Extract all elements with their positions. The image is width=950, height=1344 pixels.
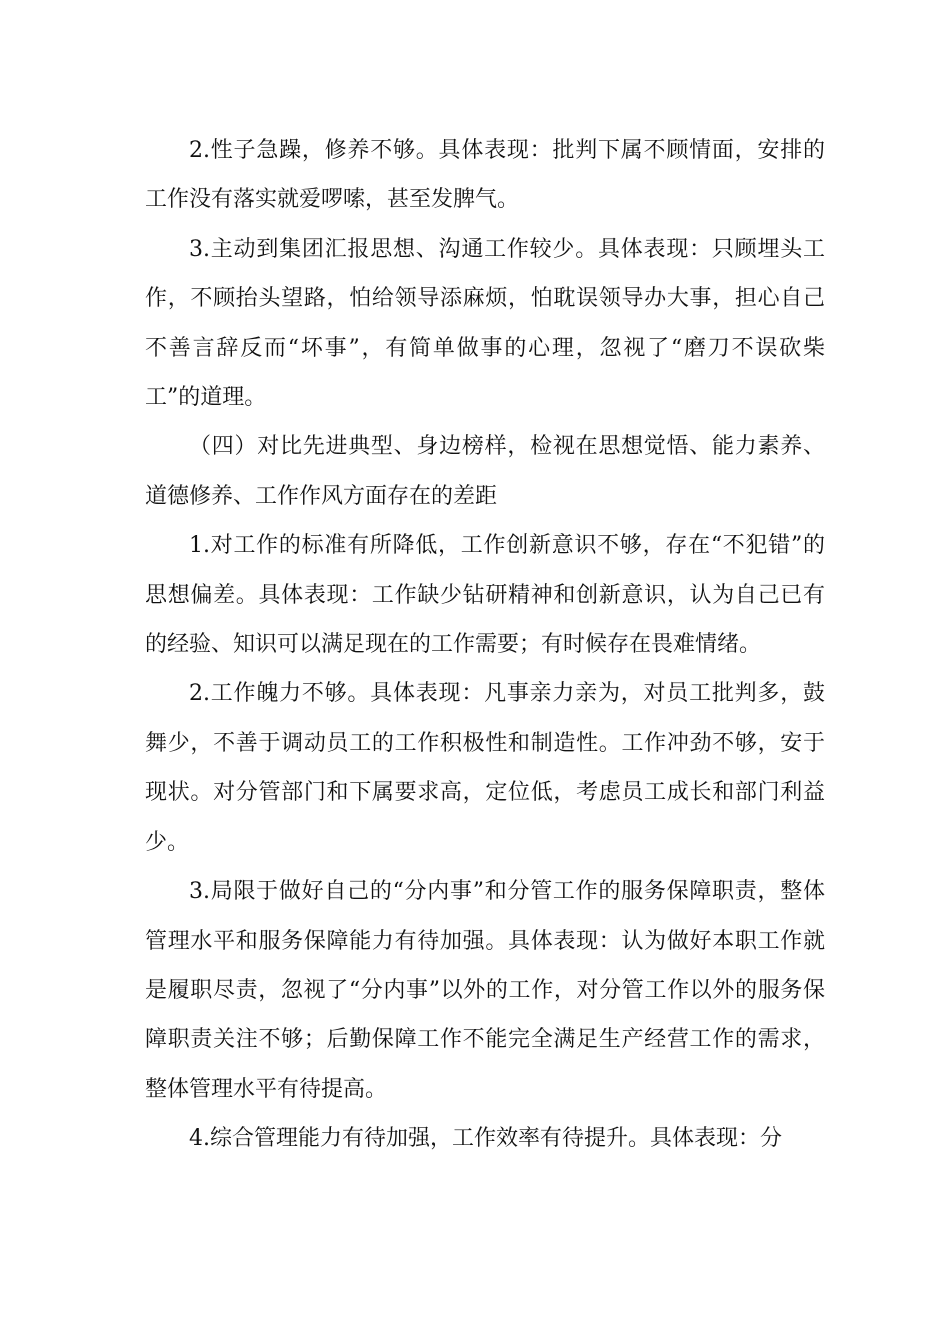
paragraph-reporting: 3.主动到集团汇报思想、沟通工作较少。具体表现：只顾埋头工作，不顾抬头望路，怕给领导添麻烦，怕耽误领导办大事，担心自己不善言辞反而“坏事”，有简单做事的心理，忽视了“磨刀不误砍柴工”的道理。 bbox=[145, 236, 825, 411]
document-body bbox=[145, 126, 825, 1164]
paragraph-management: 4.综合管理能力有待加强，工作效率有待提升。具体表现：分 bbox=[189, 1126, 782, 1152]
paragraph-temper: 2.性子急躁，修养不够。具体表现：批判下属不顾情面，安排的工作没有落实就爱啰嗦，甚至发脾气。 bbox=[145, 138, 825, 213]
section-heading-four: （四）对比先进典型、身边榜样，检视在思想觉悟、能力素养、道德修养、工作作风方面存在的差距 bbox=[145, 434, 825, 509]
paragraph-work-drive: 2.工作魄力不够。具体表现：凡事亲力亲为，对员工批判多，鼓舞少，不善于调动员工的工作积极性和制造性。工作冲劲不够，安于现状。对分管部门和下属要求高，定位低，考虑员工成长和部门利益少。 bbox=[145, 681, 825, 855]
paragraph-duty-scope: 3.局限于做好自己的“分内事”和分管工作的服务保障职责，整体管理水平和服务保障能力有待加强。具体表现：认为做好本职工作就是履职尽责，忽视了“分内事”以外的工作，对分管工作以外的服务保障职责关注不够；后勤保障工作不能完全满足生产经营工作的需求，整体管理水平有待提高。 bbox=[145, 879, 825, 1102]
paragraph-work-standard: 1.对工作的标准有所降低，工作创新意识不够，存在“不犯错”的思想偏差。具体表现：工作缺少钻研精神和创新意识，认为自己已有的经验、知识可以满足现在的工作需要；有时候存在畏难情绪。 bbox=[145, 533, 825, 658]
